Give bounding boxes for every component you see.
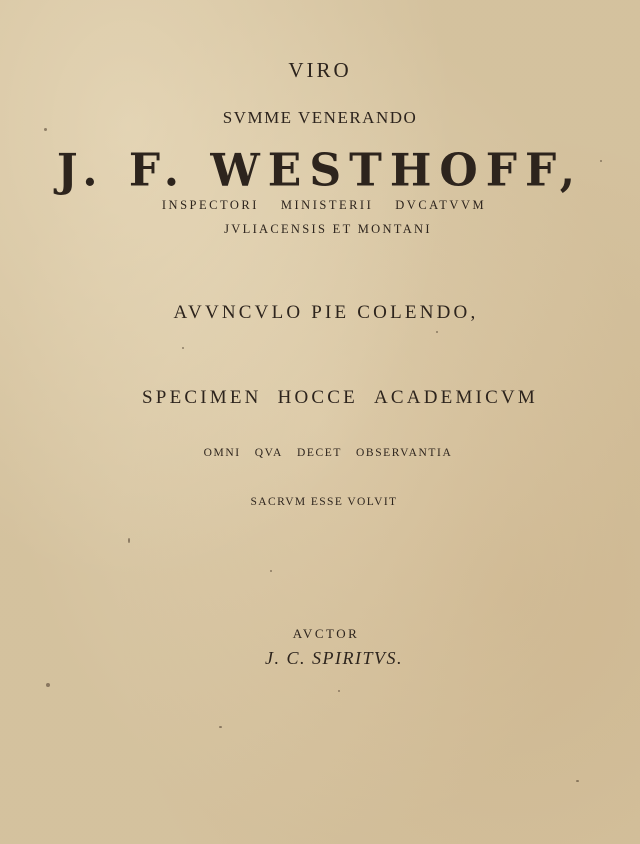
paper-speck <box>436 331 438 333</box>
paper-speck <box>576 780 579 782</box>
omni-word: QVA <box>254 447 283 459</box>
paper-speck <box>46 683 50 687</box>
paper-speck <box>600 160 602 162</box>
paper-speck <box>219 726 222 728</box>
specimen-word: HOCCE <box>277 387 358 408</box>
dedicatee-name: J. F. WESTHOFF, <box>56 144 584 197</box>
dedication-line-summe: SVMME VENERANDO <box>222 108 418 127</box>
dedicatee-territory: JVLIACENSIS ET MONTANI <box>224 222 432 236</box>
paper-speck <box>44 128 47 131</box>
paper-speck <box>338 690 340 692</box>
role-word: DVCATVVM <box>395 198 487 212</box>
author-label: AVCTOR <box>292 626 360 641</box>
dedication-line-viro: VIRO <box>288 58 352 82</box>
specimen-line <box>0 387 640 409</box>
author-name: J. C. SPIRITVS. <box>265 648 403 668</box>
omni-line <box>0 447 640 459</box>
omni-word: OBSERVANTIA <box>356 447 453 459</box>
specimen-word: SPECIMEN <box>142 387 262 408</box>
paper-speck <box>270 570 272 572</box>
dedication-relation: AVVNCVLO PIE COLENDO, <box>173 302 479 323</box>
dedicatee-role <box>0 198 640 213</box>
paper-speck <box>128 538 130 543</box>
sacrum-line: SACRVM ESSE VOLVIT <box>250 496 398 508</box>
paper-speck <box>182 347 184 349</box>
specimen-word: ACADEMICVM <box>374 387 538 408</box>
omni-word: DECET <box>296 447 343 459</box>
role-word: INSPECTORI <box>161 198 259 212</box>
omni-word: OMNI <box>203 447 241 459</box>
role-word: MINISTERII <box>280 198 374 212</box>
